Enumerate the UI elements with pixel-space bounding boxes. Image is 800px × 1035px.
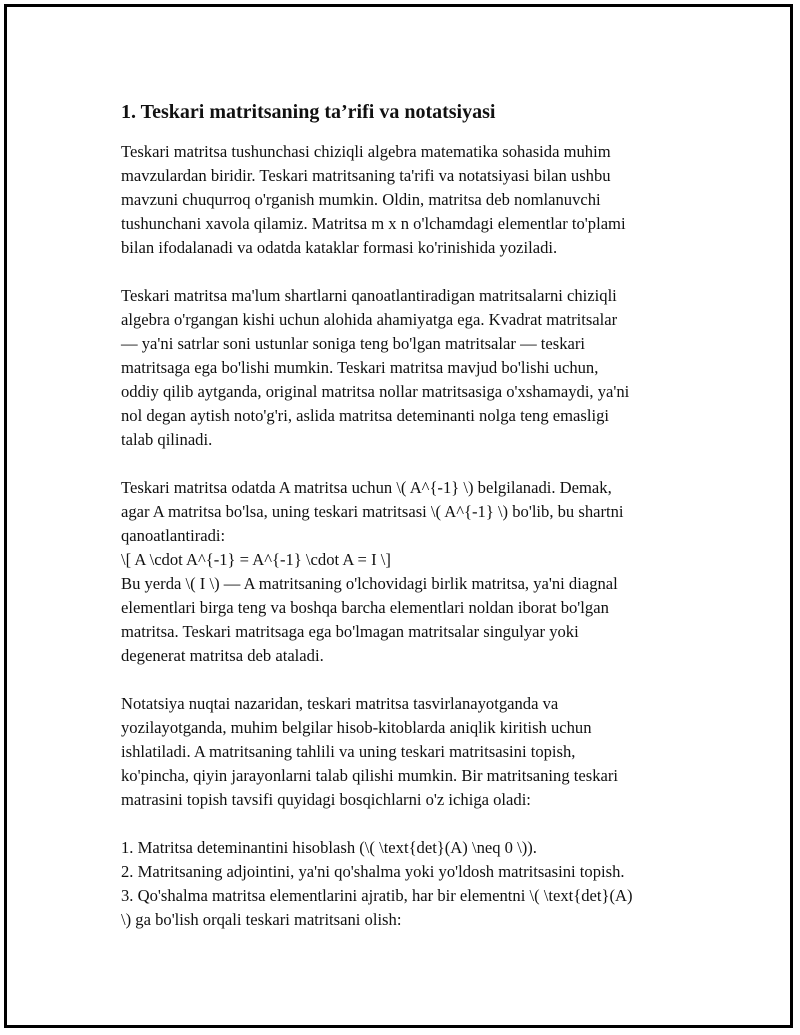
list-item: 3. Qo'shalma matritsa elementlarini ajratib, har bir elementni \( \text{det}(A) xyxy=(121,886,633,905)
paragraph-conditions xyxy=(121,284,691,452)
text-line: degenerat matritsa deb ataladi. xyxy=(121,646,324,665)
text-line: Teskari matritsa odatda A matritsa uchun \( A^{-1} \) belgilanadi. Demak, xyxy=(121,478,612,497)
text-line: ko'pincha, qiyin jarayonlarni talab qilishi mumkin. Bir matritsaning teskari xyxy=(121,766,619,785)
text-line: bilan ifodalanadi va odatda kataklar formasi ko'rinishida yoziladi. xyxy=(121,238,558,257)
text-line: nol degan aytish noto'g'ri, aslida matritsa deteminanti nolga teng emasligi xyxy=(121,406,610,425)
text-line: — ya'ni satrlar soni ustunlar soniga teng bo'lgan matritsalar — teskari xyxy=(121,334,586,353)
text-line: Teskari matritsa tushunchasi chiziqli algebra matematika sohasida muhim xyxy=(121,142,611,161)
text-line: algebra o'rgangan kishi uchun alohida ahamiyatga ega. Kvadrat matritsalar xyxy=(121,310,618,329)
document-page xyxy=(4,4,793,1028)
text-line: ishlatiladi. A matritsaning tahlili va uning teskari matritsasini topish, xyxy=(121,742,576,761)
text-line: mavzulardan biridir. Teskari matritsaning ta'rifi va notatsiyasi bilan ushbu xyxy=(121,166,611,185)
document-content xyxy=(121,97,691,956)
text-line: mavzuni chuqurroq o'rganish mumkin. Oldin, matritsa deb nomlanuvchi xyxy=(121,190,601,209)
text-line: Bu yerda \( I \) — A matritsaning o'lchovidagi birlik matritsa, ya'ni diagnal xyxy=(121,574,618,593)
text-line: agar A matritsa bo'lsa, uning teskari matritsasi \( A^{-1} \) bo'lib, bu shartni xyxy=(121,502,624,521)
paragraph-steps-list xyxy=(121,836,691,932)
text-line: matritsa. Teskari matritsaga ega bo'lmagan matritsalar singulyar yoki xyxy=(121,622,579,641)
list-item-continuation: \) ga bo'lish orqali teskari matritsani olish: xyxy=(121,910,402,929)
text-line: oddiy qilib aytganda, original matritsa nollar matritsasiga o'xshamaydi, ya'ni xyxy=(121,382,630,401)
paragraph-procedure xyxy=(121,692,691,812)
text-line: tushunchani xavola qilamiz. Matritsa m x n o'lchamdagi elementlar to'plami xyxy=(121,214,626,233)
list-item: 1. Matritsa deteminantini hisoblash (\( \text{det}(A) \neq 0 \)). xyxy=(121,838,537,857)
text-line: Teskari matritsa ma'lum shartlarni qanoatlantiradigan matritsalarni chiziqli xyxy=(121,286,617,305)
text-line: elementlari birga teng va boshqa barcha elementlari noldan iborat bo'lgan xyxy=(121,598,609,617)
text-line: Notatsiya nuqtai nazaridan, teskari matritsa tasvirlanayotganda va xyxy=(121,694,559,713)
paragraph-notation xyxy=(121,476,691,668)
text-line: qanoatlantiradi: xyxy=(121,526,226,545)
formula-line: \[ A \cdot A^{-1} = A^{-1} \cdot A = I \] xyxy=(121,550,391,569)
text-line: matritsaga ega bo'lishi mumkin. Teskari matritsa mavjud bo'lishi uchun, xyxy=(121,358,599,377)
paragraph-definition xyxy=(121,140,691,260)
text-line: talab qilinadi. xyxy=(121,430,213,449)
text-line: matrasini topish tavsifi quyidagi bosqichlarni o'z ichiga oladi: xyxy=(121,790,531,809)
text-line: yozilayotganda, muhim belgilar hisob-kitoblarda aniqlik kiritish uchun xyxy=(121,718,592,737)
list-item: 2. Matritsaning adjointini, ya'ni qo'shalma yoki yo'ldosh matritsasini topish. xyxy=(121,862,625,881)
section-heading: 1. Teskari matritsaning ta’rifi va notatsiyasi xyxy=(121,101,496,123)
